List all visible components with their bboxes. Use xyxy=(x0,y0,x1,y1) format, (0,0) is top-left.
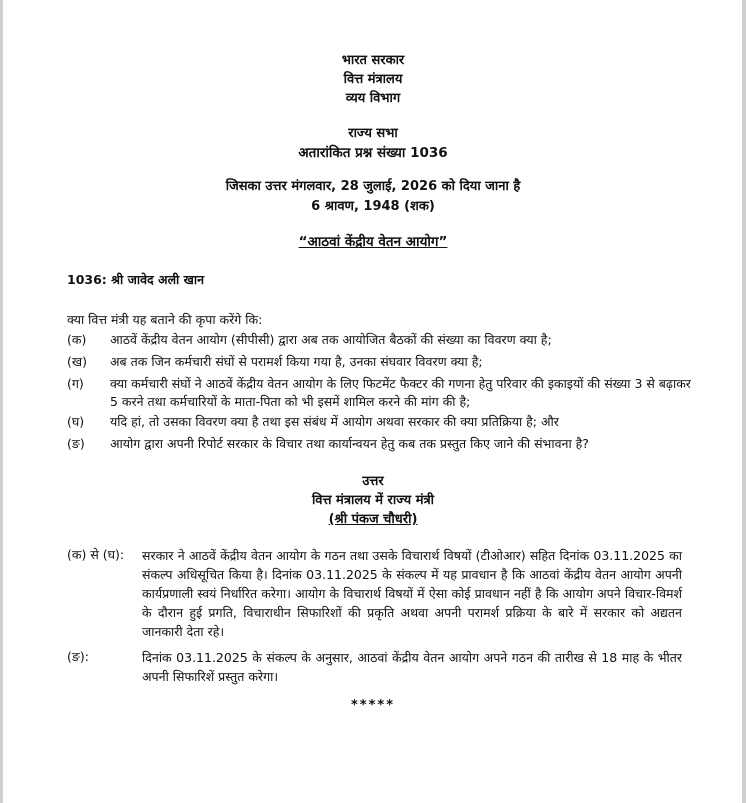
question-intro: क्या वित्त मंत्री यह बताने की कृपा करेंगे कि: xyxy=(67,312,263,327)
answer-item-label: (क) से (घ): xyxy=(67,547,125,562)
answer-item-label: (ङ): xyxy=(67,649,89,664)
question-item-label: (क) xyxy=(67,332,87,347)
department-name: व्यय विभाग xyxy=(345,91,401,106)
answer-heading: उत्तर xyxy=(362,474,384,489)
page-left-border xyxy=(0,0,3,803)
end-mark: ***** xyxy=(351,698,395,713)
question-item-text: यदि हां, तो उसका विवरण क्या है तथा इस संबंध में आयोग अथवा सरकार की क्या प्रतिक्रिया है; और xyxy=(110,414,559,429)
minister-title: वित्त मंत्रालय में राज्य मंत्री xyxy=(311,493,435,508)
question-type: अतारांकित प्रश्न संख्या 1036 xyxy=(298,145,448,161)
ministry-name: वित्त मंत्रालय xyxy=(343,72,403,87)
question-item-label: (ग) xyxy=(67,376,84,391)
question-item-text: आठवें केंद्रीय वेतन आयोग (सीपीसी) द्वारा अब तक आयोजित बैठकों की संख्या का विवरण क्या है; xyxy=(110,332,552,347)
saka-date: 6 श्रावण, 1948 (शक) xyxy=(311,199,435,214)
answer-item-text: सरकार ने आठवें केंद्रीय वेतन आयोग के गठन तथा उसके विचारार्थ विषयों (टीओआर) सहित दिनांक 03.11.2025 का संकल्प अधिसूचित किया है। दिनांक 03.11.2025 के संकल्प में यह प्रावधान है कि आठवां केंद्रीय वेतन आयोग अपनी कार्यप्रणाली स्वयं निर्धारित करेगा। आयोग के विचारार्थ विषयों में ऐसा कोई प्रावधान नहीं है कि आयोग अपने विचार-विमर्श के दौरान हुई प्रगति, विचाराधीन सिफारिशों की प्रकृति अथवा अपनी परामर्श प्रक्रिया के बारे में सरकार को अद्यतन जानकारी देता रहे। xyxy=(142,548,682,639)
answer-date: जिसका उत्तर मंगलवार, 28 जुलाई, 2026 को दिया जाना है xyxy=(225,179,521,194)
page-right-border xyxy=(742,0,746,803)
question-item-text: आयोग द्वारा अपनी रिपोर्ट सरकार के विचार तथा कार्यान्वयन हेतु कब तक प्रस्तुत किए जाने की संभावना है? xyxy=(110,436,589,451)
question-item-label: (घ) xyxy=(67,414,85,429)
answer-item-text: दिनांक 03.11.2025 के संकल्प के अनुसार, आठवां केंद्रीय वेतन आयोग अपने गठन की तारीख से 18 माह के भीतर अपनी सिफारिशें प्रस्तुत करेगा। xyxy=(142,650,682,684)
government-name: भारत सरकार xyxy=(341,53,405,68)
subject-title: “आठवां केंद्रीय वेतन आयोग” xyxy=(298,234,448,250)
question-item-label: (ख) xyxy=(67,354,87,369)
question-item-label: (ङ) xyxy=(67,436,85,451)
minister-name: (श्री पंकज चौधरी) xyxy=(328,512,418,527)
house-name: राज्य सभा xyxy=(348,126,398,141)
question-item-text: क्या कर्मचारी संघों ने आठवें केंद्रीय वेतन आयोग के लिए फिटमेंट फैक्टर की गणना हेतु परिवार की इकाइयों की संख्या 3 से बढ़ाकर 5 करने तथा कर्मचारियों के माता-पिता को भी इसमें शामिल करने की मांग की है; xyxy=(110,376,691,409)
question-item-text: अब तक जिन कर्मचारी संघों से परामर्श किया गया है, उनका संघवार विवरण क्या है; xyxy=(110,354,483,369)
asker-name: 1036: श्री जावेद अली खान xyxy=(67,272,205,287)
